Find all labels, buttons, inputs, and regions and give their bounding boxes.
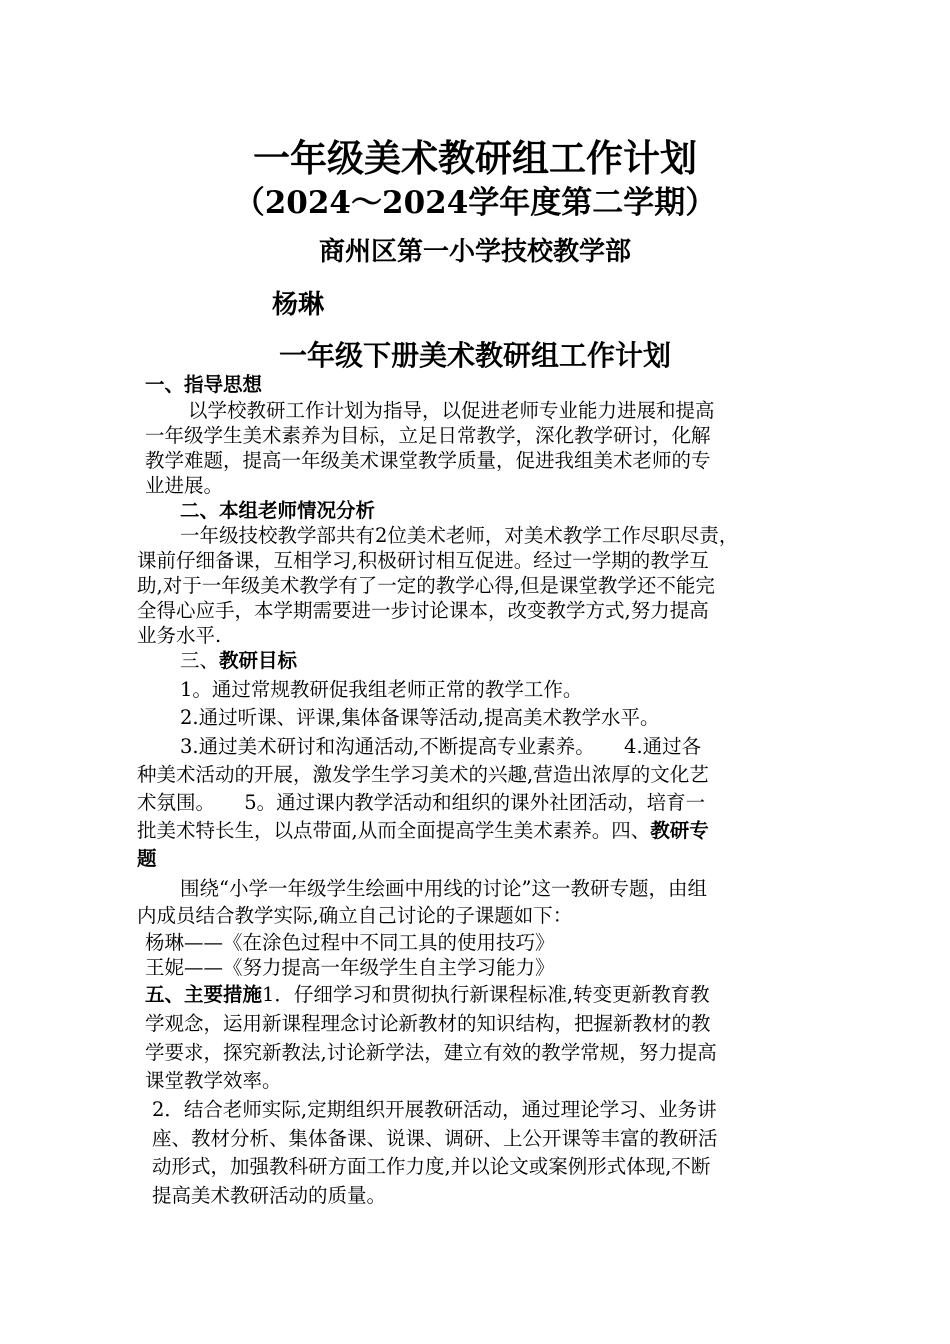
section-2-line: 全得心应手，本学期需要进一步讨论课本，改变教学方式,努力提高 — [137, 599, 709, 622]
section-2-line: 课前仔细备课，互相学习,积极研讨相互促进。经过一学期的教学互 — [137, 549, 709, 572]
measure-item: 1．仔细学习和贯彻执行新课程标准,转变更新教育教 — [262, 983, 710, 1006]
section-1-line: 教学难题，提高一年级美术课堂教学质量，促进我组美术老师的专 — [145, 449, 711, 472]
section-1-heading: 一、指导思想 — [145, 373, 263, 396]
research-topic: 杨琳——《在涂色过程中不同工具的使用技巧》 — [145, 931, 555, 954]
goal-item — [137, 820, 709, 842]
section-2-line: 助,对于一年级美术教学有了一定的教学心得,但是课堂教学还不能完 — [137, 574, 715, 597]
section-5-first-line — [145, 984, 710, 1006]
school-name: 商州区第一小学技校教学部 — [318, 237, 631, 267]
measure-line: 座、教材分析、集体备课、说课、调研、上公开课等丰富的教研活 — [152, 1127, 718, 1150]
section-4-line: 围绕“小学一年级学生绘画中用线的讨论”这一教研专题，由组 — [180, 877, 707, 900]
measure-line: 学观念，运用新课程理念讨论新教材的知识结构，把握新教材的教 — [145, 1012, 711, 1035]
section-3-heading-title: 教研目标 — [219, 649, 298, 672]
section-4-heading: 教研专 — [650, 819, 709, 842]
section-5-heading: 五、主要措施 — [145, 983, 263, 1006]
goal-item: 1。通过常规教研促我组老师正常的教学工作。 — [180, 678, 583, 701]
goal-item: 3.通过美术研讨和沟通活动,不断提高专业素养。 4.通过各 — [180, 735, 702, 758]
section-2-line: 业务水平. — [137, 624, 222, 647]
goal-item: 2.通过听课、评课,集体备课等活动,提高美术教学水平。 — [180, 706, 660, 729]
goal-item: 术氛围。 5。通过课内教学活动和组织的课外社团活动，培育一 — [137, 791, 706, 814]
measure-line: 提高美术教研活动的质量。 — [152, 1184, 387, 1207]
document-title: 一年级美术教研组工作计划 — [253, 136, 697, 180]
goal-item-text: 批美术特长生，以点带面,从而全面提高学生美术素养。四、 — [137, 819, 651, 842]
plan-title: 一年级下册美术教研组工作计划 — [278, 339, 671, 372]
section-1-line: 业进展。 — [145, 474, 224, 497]
research-topic: 王妮——《努力提高一年级学生自主学习能力》 — [145, 956, 555, 979]
measure-line: 学要求，探究新教法,讨论新学法，建立有效的教学常规，努力提高 — [145, 1041, 717, 1064]
section-4-heading-cont: 题 — [137, 847, 157, 870]
section-1-line: 一年级学生美术素养为目标，立足日常教学，深化教学研讨，化解 — [145, 424, 711, 447]
author-name: 杨琳 — [272, 290, 325, 320]
section-2-heading: 二、本组老师情况分析 — [180, 499, 376, 522]
section-2-line: 一年级技校教学部共有2位美术老师，对美术教学工作尽职尽责， — [180, 524, 739, 547]
measure-line: 课堂教学效率。 — [145, 1069, 282, 1092]
section-1-line: 以学校教研工作计划为指导，以促进老师专业能力进展和提高 — [188, 399, 715, 422]
measure-line: 2．结合老师实际,定期组织开展教研活动，通过理论学习、业务讲 — [152, 1098, 717, 1121]
section-3-heading-prefix: 三、 — [180, 649, 220, 672]
goal-item: 种美术活动的开展，激发学生学习美术的兴趣,营造出浓厚的文化艺 — [137, 763, 709, 786]
section-3-heading — [180, 650, 297, 672]
document-subtitle: （2024～2024学年度第二学期） — [233, 185, 717, 221]
section-4-line: 内成员结合教学实际,确立自己讨论的子课题如下： — [137, 904, 573, 927]
measure-line: 动形式，加强教科研方面工作力度,并以论文或案例形式体现,不断 — [152, 1155, 711, 1178]
